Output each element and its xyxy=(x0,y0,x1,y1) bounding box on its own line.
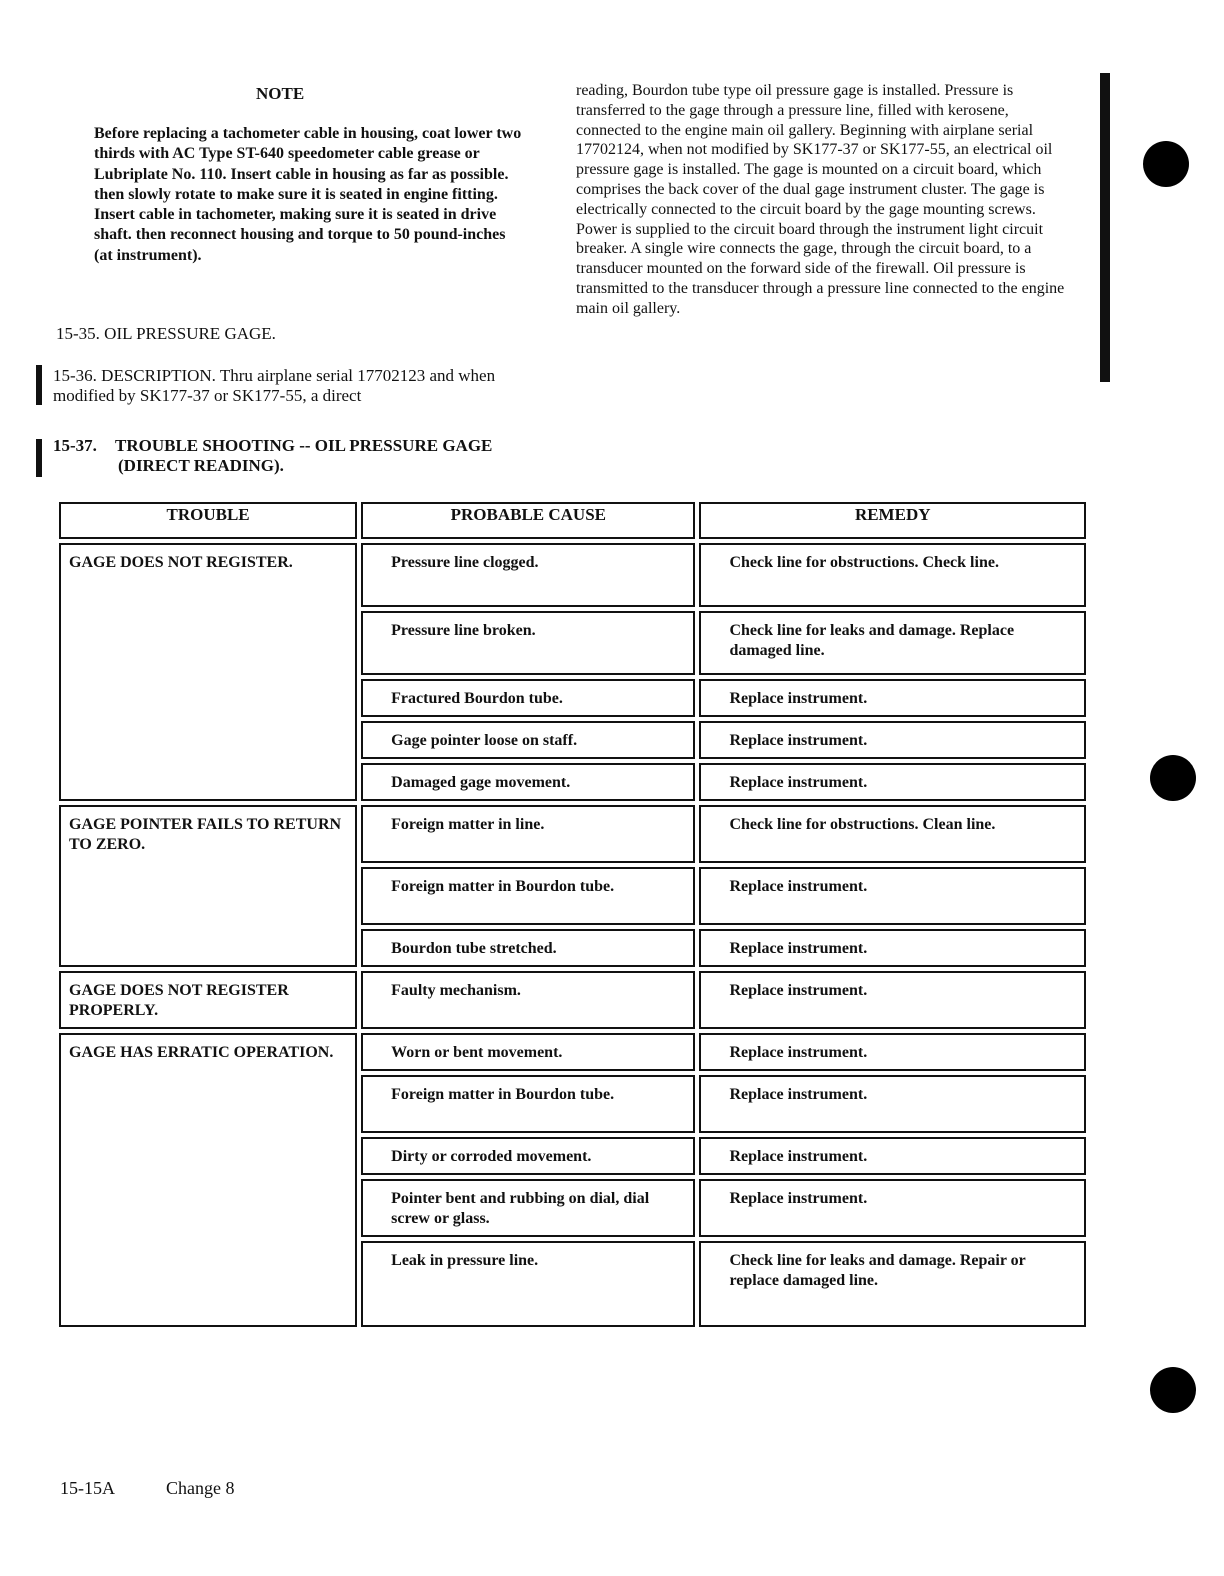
remedy-cell: Replace instrument. xyxy=(699,971,1086,1029)
section-15-37-number: 15-37. xyxy=(53,436,97,455)
change-bar xyxy=(36,365,42,405)
table-row xyxy=(59,1033,1086,1071)
remedy-cell: Replace instrument. xyxy=(699,1179,1086,1237)
note-body xyxy=(94,124,524,266)
remedy-cell: Check line for leaks and damage. Replace damaged line. xyxy=(699,611,1086,675)
change-bar xyxy=(36,439,42,477)
punch-hole xyxy=(1150,755,1196,801)
table-header-row xyxy=(59,502,1086,539)
remedy-cell: Replace instrument. xyxy=(699,929,1086,967)
note-title: NOTE xyxy=(256,84,305,103)
remedy-cell: Replace instrument. xyxy=(699,867,1086,925)
trouble-shooting-table xyxy=(55,498,1090,1331)
cause-cell: Pressure line clogged. xyxy=(361,543,695,607)
trouble-cell: GAGE POINTER FAILS TO RETURN TO ZERO. xyxy=(59,805,357,967)
cause-cell: Worn or bent movement. xyxy=(361,1033,695,1071)
cause-cell: Pointer bent and rubbing on dial, dial screw or glass. xyxy=(361,1179,695,1237)
trouble-cell: GAGE DOES NOT REGISTER PROPERLY. xyxy=(59,971,357,1029)
change-bar xyxy=(1100,73,1110,382)
page-number: 15-15A xyxy=(60,1478,115,1498)
cause-cell: Damaged gage movement. xyxy=(361,763,695,801)
section-15-36-description: 15-36. DESCRIPTION. Thru airplane serial 17702123 and when modified by SK177-37 or SK177-55, a direct xyxy=(53,366,496,405)
remedy-cell: Replace instrument. xyxy=(699,763,1086,801)
section-15-37-title: TROUBLE SHOOTING -- OIL PRESSURE GAGE xyxy=(115,436,493,455)
table-row xyxy=(59,805,1086,863)
note-body-text: Before replacing a tachometer cable in housing, coat lower two thirds with AC Type ST-640 speedometer cable grease or Lubriplate No. 110. Insert cable in housing as far as possible. then slowly rotate to make sure it is seated in engine fitting. Insert cable in tachometer, making sure it is seated in drive shaft. then reconnect housing and torque to 50 pound-inches (at instrument). xyxy=(94,125,522,264)
description-continued-text: reading, Bourdon tube type oil pressure gage is installed. Pressure is transferred to the gage through a pressure line, filled with kerosene, connected to the engine main oil gallery. Beginning with airplane serial 17702124, when not modified by SK177-37 or SK177-55, an electrical oil pressure gage is installed. The gage is mounted on a circuit board, which comprises the back cover of the dual gage instrument cluster. The gage is electrically connected to the circuit board by the gage mounting screws. Power is supplied to the circuit board through the instrument light circuit breaker. A single wire connects the gage, through the circuit board, to a transducer mounted on the forward side of the firewall. Oil pressure is transmitted to the transducer through a pressure line connected to the engine main oil gallery. xyxy=(576,82,1065,317)
table-row xyxy=(59,543,1086,607)
punch-hole xyxy=(1150,1367,1196,1413)
remedy-cell: Replace instrument. xyxy=(699,1075,1086,1133)
cause-cell: Leak in pressure line. xyxy=(361,1241,695,1327)
remedy-cell: Check line for obstructions. Clean line. xyxy=(699,805,1086,863)
section-15-35-heading: 15-35. OIL PRESSURE GAGE. xyxy=(56,324,276,343)
change-number: Change 8 xyxy=(166,1478,235,1498)
cause-cell: Bourdon tube stretched. xyxy=(361,929,695,967)
table-row xyxy=(59,971,1086,1029)
cause-cell: Foreign matter in Bourdon tube. xyxy=(361,867,695,925)
cause-cell: Pressure line broken. xyxy=(361,611,695,675)
remedy-cell: Check line for obstructions. Check line. xyxy=(699,543,1086,607)
cause-cell: Foreign matter in Bourdon tube. xyxy=(361,1075,695,1133)
cause-cell: Faulty mechanism. xyxy=(361,971,695,1029)
remedy-cell: Check line for leaks and damage. Repair or replace damaged line. xyxy=(699,1241,1086,1327)
cause-cell: Gage pointer loose on staff. xyxy=(361,721,695,759)
cause-cell: Fractured Bourdon tube. xyxy=(361,679,695,717)
header-probable-cause: PROBABLE CAUSE xyxy=(361,502,695,539)
description-continued xyxy=(576,81,1076,319)
trouble-cell: GAGE DOES NOT REGISTER. xyxy=(59,543,357,801)
section-15-37-subtitle: (DIRECT READING). xyxy=(118,456,284,475)
remedy-cell: Replace instrument. xyxy=(699,1033,1086,1071)
header-remedy: REMEDY xyxy=(699,502,1086,539)
remedy-cell: Replace instrument. xyxy=(699,721,1086,759)
cause-cell: Foreign matter in line. xyxy=(361,805,695,863)
header-trouble: TROUBLE xyxy=(59,502,357,539)
cause-cell: Dirty or corroded movement. xyxy=(361,1137,695,1175)
remedy-cell: Replace instrument. xyxy=(699,1137,1086,1175)
remedy-cell: Replace instrument. xyxy=(699,679,1086,717)
trouble-cell: GAGE HAS ERRATIC OPERATION. xyxy=(59,1033,357,1327)
punch-hole xyxy=(1143,141,1189,187)
